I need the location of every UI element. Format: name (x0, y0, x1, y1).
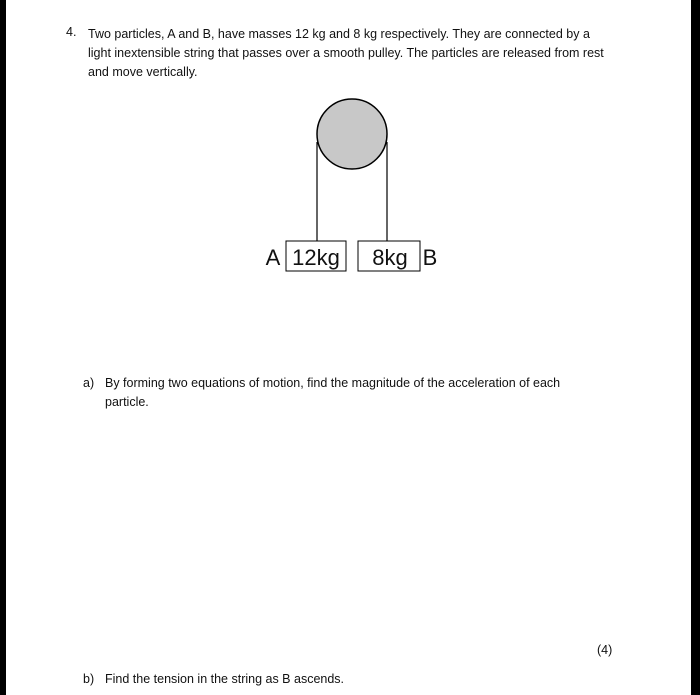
mass-b-label: 8kg (372, 245, 408, 270)
pulley-wheel (317, 99, 387, 169)
question-text: Two particles, A and B, have masses 12 kg and 8 kg respectively. They are connected by a light inextensible string that passes over a smooth pulley. The particles are released from rest and move vertically. (88, 27, 604, 79)
part-a-label: a) (83, 376, 95, 390)
mass-a-label: 12kg (292, 245, 340, 270)
label-b: B (422, 245, 438, 270)
part-a-text: By forming two equations of motion, find the magnitude of the acceleration of each particle. (105, 376, 561, 409)
question-number: 4. (66, 25, 77, 39)
part-b-text: Find the tension in the string as B ascends. (105, 672, 345, 686)
label-a: A (265, 245, 281, 270)
part-a-marks: (4) (597, 643, 613, 657)
part-b-label: b) (83, 672, 95, 686)
